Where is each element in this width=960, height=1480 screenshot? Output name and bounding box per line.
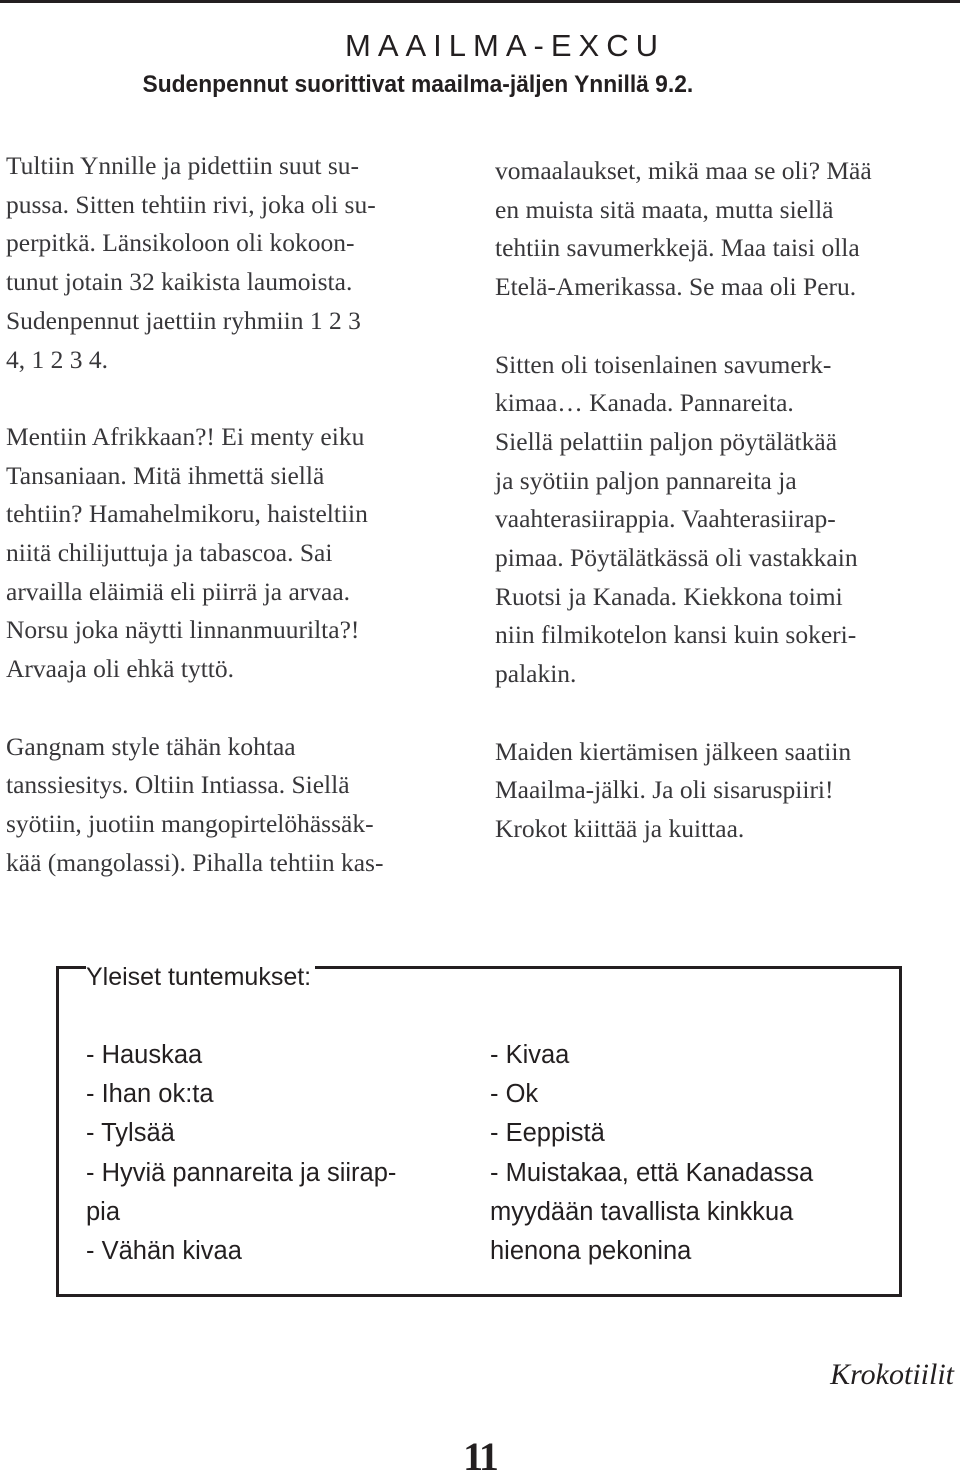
list-item: - Hyviä pannareita ja siirap- xyxy=(86,1158,397,1187)
text-line: 4, 1 2 3 4. xyxy=(6,344,108,374)
text-line: pussa. Sitten tehtiin rivi, joka oli su- xyxy=(6,189,376,219)
text-line: Gangnam style tähän kohtaa xyxy=(6,731,296,761)
article-paragraph xyxy=(495,346,955,694)
text-line: pimaa. Pöytälätkässä oli vastakkain xyxy=(495,543,858,573)
list-item: - Tylsää xyxy=(86,1119,175,1148)
text-line: Norsu joka näytti linnanmuurilta?! xyxy=(6,615,360,645)
list-item: pia xyxy=(86,1197,121,1226)
list-item: - Vähän kivaa xyxy=(86,1237,242,1266)
text-line: niitä chilijuttuja ja tabascoa. Sai xyxy=(6,538,333,568)
list-item: - Hauskaa xyxy=(86,1041,203,1069)
page-number: 11 xyxy=(463,1434,497,1479)
list-item: hienona pekonina xyxy=(490,1237,692,1266)
feedback-list-left xyxy=(86,1036,466,1271)
article-paragraph xyxy=(495,152,955,307)
text-line: Maailma-jälki. Ja oli sisaruspiiri! xyxy=(495,775,834,805)
list-item: - Ihan ok:ta xyxy=(86,1080,214,1109)
text-line: tehtiin? Hamahelmikoru, haisteltiin xyxy=(6,499,368,529)
text-line: tunut jotain 32 kaikista laumoista. xyxy=(6,267,353,297)
text-line: niin filmikotelon kansi kuin sokeri- xyxy=(495,620,857,650)
list-item: - Ok xyxy=(490,1080,539,1109)
text-line: ja syötiin paljon pannareita ja xyxy=(495,465,797,495)
text-line: arvailla eläimiä eli piirrä ja arvaa. xyxy=(6,576,351,606)
text-line: Krokot kiittää ja kuittaa. xyxy=(495,813,745,843)
text-line: perpitkä. Länsikoloon oli kokoon- xyxy=(6,228,355,258)
list-item: - Kivaa xyxy=(490,1041,570,1069)
text-line: Mentiin Afrikkaan?! Ei menty eiku xyxy=(6,421,365,451)
text-line: Sitten oli toisenlainen savumerk- xyxy=(495,349,832,379)
text-line: Arvaaja oli ehkä tyttö. xyxy=(6,654,235,684)
text-line: vaahterasiirappia. Vaahterasiirap- xyxy=(495,504,836,534)
list-item: myydään tavallista kinkkua xyxy=(490,1197,794,1226)
article-paragraph xyxy=(6,728,466,883)
article-left-column xyxy=(6,147,466,921)
list-item: - Eeppistä xyxy=(490,1119,605,1148)
page-subtitle: Sudenpennut suorittivat maailma-jäljen Ynnillä 9.2. xyxy=(142,71,694,98)
list-item: - Muistakaa, että Kanadassa xyxy=(490,1158,814,1187)
article-paragraph xyxy=(6,147,466,379)
text-line: vomaalaukset, mikä maa se oli? Mää xyxy=(495,156,872,185)
text-line: kää (mangolassi). Pihalla tehtiin kas- xyxy=(6,847,384,877)
page-title: MAAILMA-EXCU xyxy=(345,28,665,63)
article-paragraph xyxy=(495,733,955,849)
text-line: Tultiin Ynnille ja pidettiin suut su- xyxy=(6,151,360,180)
article-right-column xyxy=(495,152,955,887)
text-line: Sudenpennut jaettiin ryhmiin 1 2 3 xyxy=(6,305,361,335)
text-line: Siellä pelattiin paljon pöytälätkää xyxy=(495,426,838,456)
feedback-box-title: Yleiset tuntemukset: xyxy=(86,957,315,997)
signature: Krokotiilit xyxy=(830,1358,954,1391)
text-line: Ruotsi ja Kanada. Kiekkona toimi xyxy=(495,581,843,611)
text-line: Tansaniaan. Mitä ihmettä siellä xyxy=(6,460,325,490)
text-line: syötiin, juotiin mangopirtelöhässäk- xyxy=(6,808,374,838)
text-line: tanssiesitys. Oltiin Intiassa. Siellä xyxy=(6,770,350,800)
text-line: Maiden kiertämisen jälkeen saatiin xyxy=(495,736,852,766)
text-line: tehtiin savumerkkejä. Maa taisi olla xyxy=(495,233,860,263)
text-line: en muista sitä maata, mutta siellä xyxy=(495,194,834,224)
text-line: Etelä-Amerikassa. Se maa oli Peru. xyxy=(495,272,857,302)
feedback-list-right xyxy=(490,1036,890,1271)
top-rule xyxy=(0,0,960,6)
article-paragraph xyxy=(6,418,466,689)
text-line: palakin. xyxy=(495,659,577,689)
text-line: kimaa… Kanada. Pannareita. xyxy=(495,388,794,418)
